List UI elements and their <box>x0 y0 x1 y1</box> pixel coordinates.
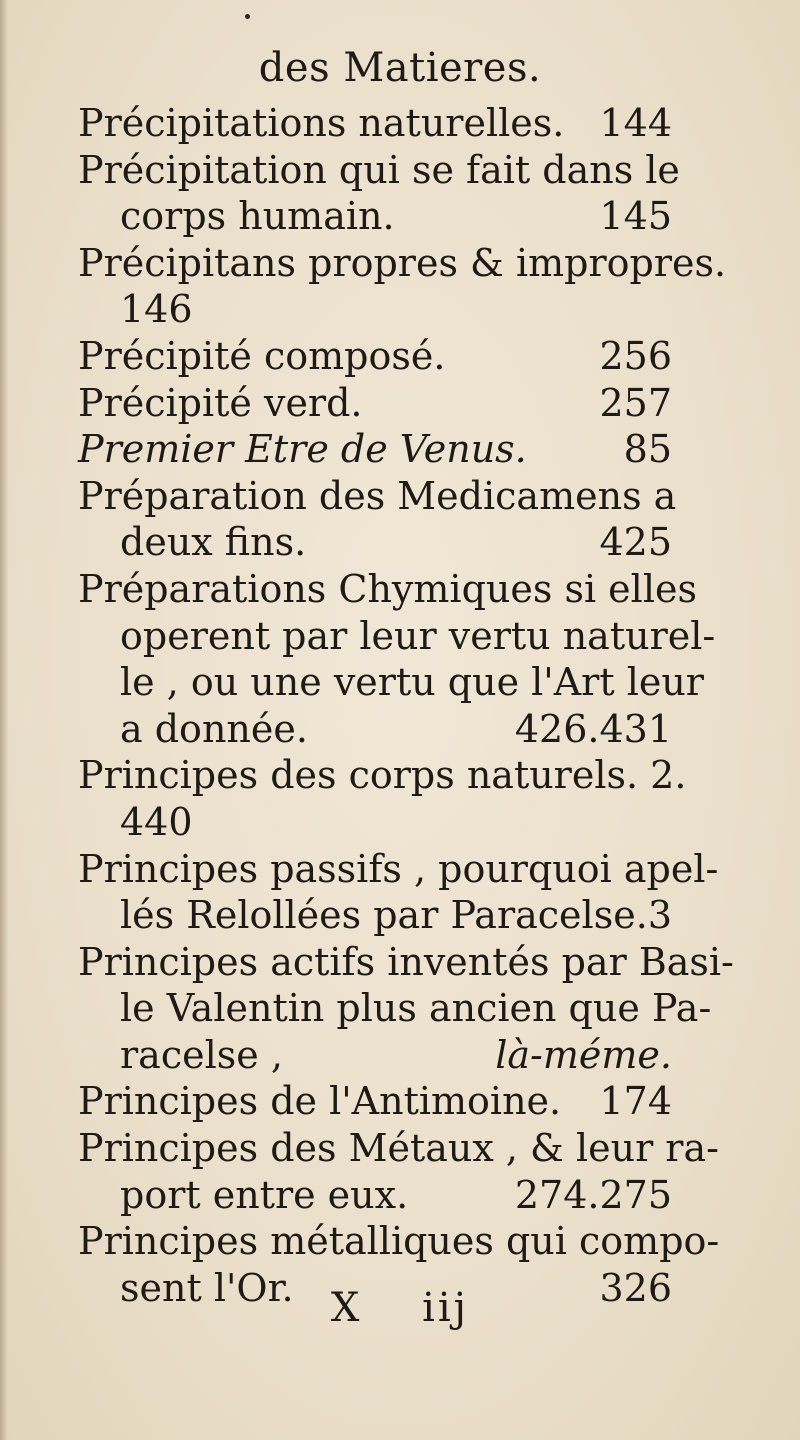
entry-line <box>78 1032 672 1079</box>
entry-line <box>78 1125 719 1172</box>
page-reference: 144 <box>599 101 672 145</box>
page-reference: 257 <box>599 380 672 425</box>
entry-text: Précipitation qui se fait dans le <box>78 147 680 192</box>
entry-line <box>78 1078 672 1125</box>
entry-text: le Valentin plus ancien que Pa- <box>120 986 712 1031</box>
entry-text: Premier Etre de Venus. <box>78 427 527 472</box>
entry-line <box>78 380 672 427</box>
entry-line <box>78 846 719 893</box>
entry-line <box>78 333 672 380</box>
index-entry <box>78 426 672 473</box>
entry-text: operent par leur vertu naturel- <box>120 613 716 658</box>
signature-letter: X <box>330 1285 363 1331</box>
entry-line <box>78 519 672 566</box>
entry-text: Principes passifs , pourquoi apel- <box>78 846 719 891</box>
entry-text: Précipitans propres & impropres. <box>78 240 727 285</box>
entry-text: racelse , <box>120 1032 283 1077</box>
entry-line <box>78 985 712 1032</box>
entry-text: Principes de l'Antimoine. <box>78 1079 562 1124</box>
entry-line <box>78 706 672 753</box>
entry-text: deux fins. <box>120 520 307 565</box>
page-reference: 174 <box>599 1079 672 1124</box>
entry-text: Principes des Métaux , & leur ra- <box>78 1126 719 1171</box>
index-entry <box>78 333 672 380</box>
entry-text: Précipité verd. <box>78 380 363 425</box>
entry-line <box>78 286 672 333</box>
index-entry <box>78 1125 719 1218</box>
entry-text: Préparations Chymiques si elles <box>78 566 697 611</box>
entry-text: 146 <box>120 287 193 332</box>
entry-text: a donnée. <box>120 706 308 751</box>
index-entry <box>78 566 716 752</box>
index-entry <box>78 240 727 333</box>
entry-text: port entre eux. <box>120 1172 409 1217</box>
index-entry <box>78 752 687 845</box>
index-entry <box>78 380 672 427</box>
page-reference: 426.431 <box>514 706 672 751</box>
running-header: des Matieres. <box>258 45 542 91</box>
entry-line <box>78 799 672 846</box>
entry-text: le , ou une vertu que l'Art leur <box>120 660 704 705</box>
entry-text: 440 <box>120 799 193 844</box>
entry-line <box>78 752 687 799</box>
entry-text: sent l'Or. <box>120 1265 294 1310</box>
entry-line <box>78 939 734 986</box>
index-entry <box>78 939 734 1079</box>
entry-text: Principes actifs inventés par Basi- <box>78 939 734 984</box>
index-entry <box>78 473 677 566</box>
page-reference: 274.275 <box>514 1172 672 1217</box>
page-reference: 145 <box>599 194 672 239</box>
signature-number: iij <box>422 1285 470 1331</box>
entry-text: Précipitations naturelles. <box>78 101 565 145</box>
entry-line <box>78 473 677 520</box>
entry-line <box>78 240 727 287</box>
entry-text: Principes métalliques qui compo- <box>78 1219 720 1264</box>
page-reference: 256 <box>599 333 672 378</box>
entry-line <box>78 1218 720 1265</box>
entry-line <box>78 659 704 706</box>
entry-line <box>78 613 716 660</box>
index-entry <box>78 846 719 939</box>
signature-mark <box>0 1285 800 1331</box>
entry-text: Préparation des Medicamens a <box>78 473 677 518</box>
index-entry <box>78 147 680 240</box>
entry-text: lés Relollées par Paracelse. <box>120 893 648 938</box>
entry-line <box>78 147 680 194</box>
entry-line <box>78 892 672 939</box>
ink-spot <box>245 14 250 19</box>
entry-text: Précipité composé. <box>78 333 446 378</box>
index-entry <box>78 100 672 147</box>
entry-text: corps humain. <box>120 194 395 239</box>
page-reference: 425 <box>599 520 672 565</box>
page-reference: 326 <box>599 1265 672 1310</box>
index-entry <box>78 1078 672 1125</box>
index-entries <box>78 100 734 1311</box>
entry-line <box>78 566 697 613</box>
page-reference: là-méme. <box>495 1032 672 1077</box>
entry-line <box>78 193 672 240</box>
entry-text: Principes des corps naturels. 2. <box>78 753 687 798</box>
page-reference: 3 <box>647 893 672 938</box>
page-reference: 85 <box>623 427 672 472</box>
entry-line <box>78 426 672 473</box>
entry-line <box>78 100 672 147</box>
page-gutter <box>0 0 8 1440</box>
entry-line <box>78 1172 672 1219</box>
